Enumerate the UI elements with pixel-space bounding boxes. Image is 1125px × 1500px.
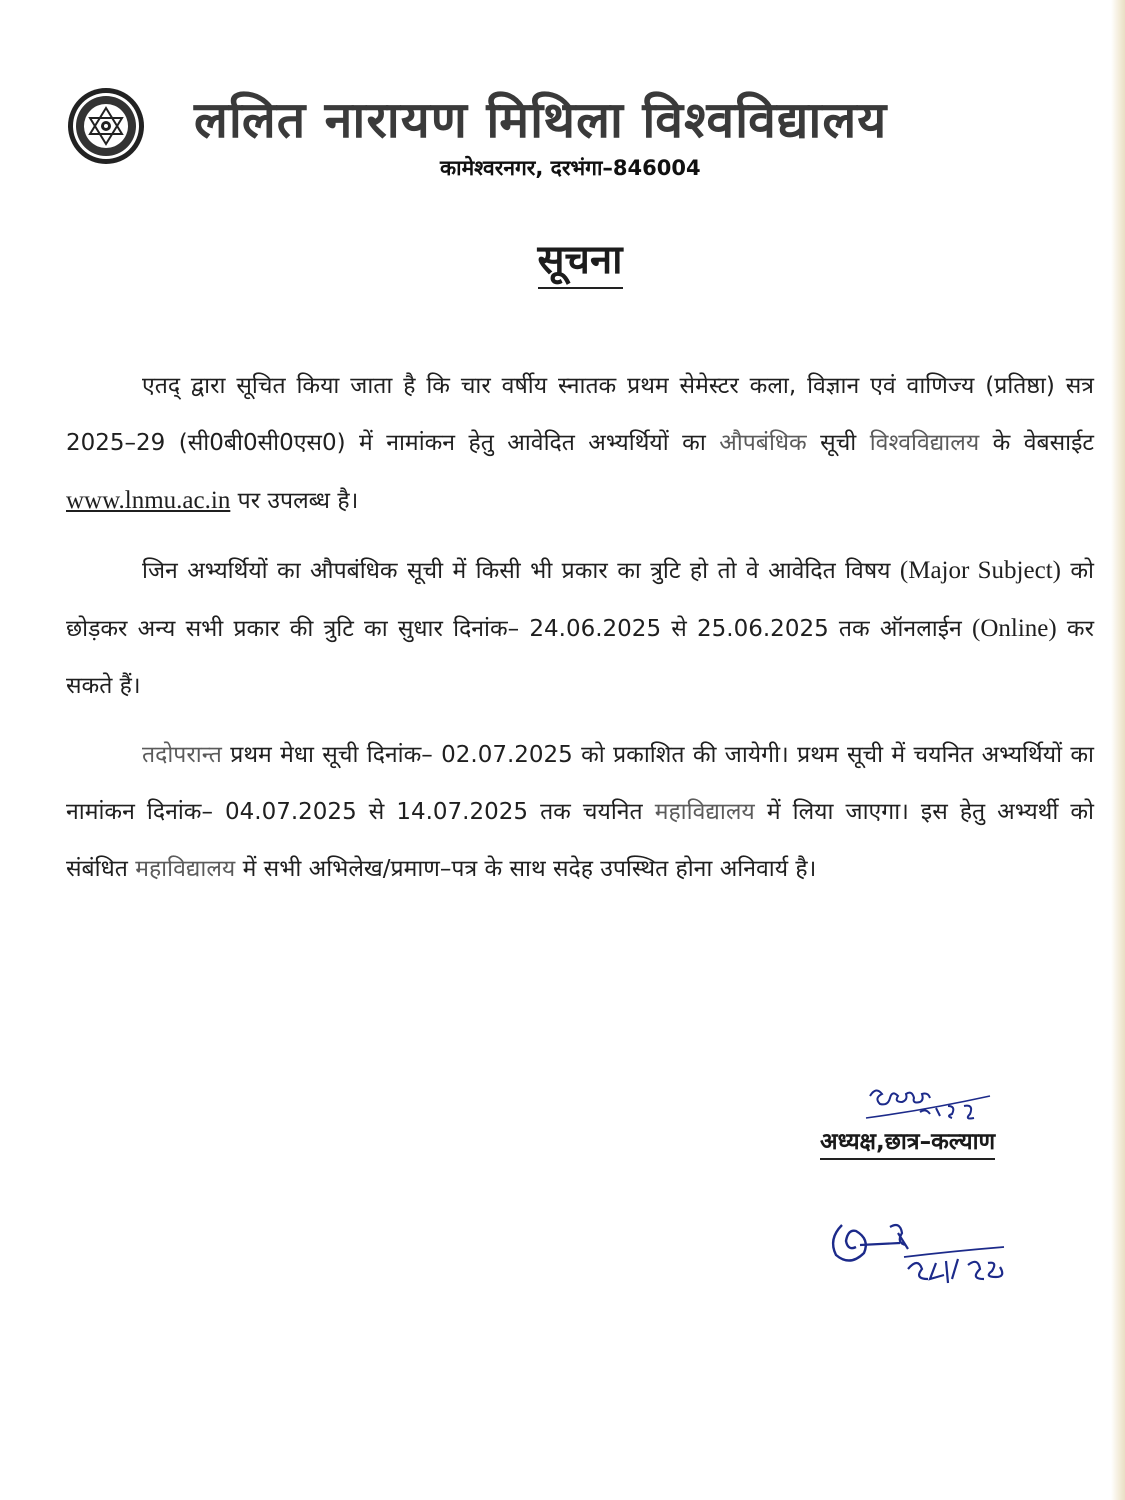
paper-edge-shadow	[1111, 0, 1125, 1500]
para1-text-2: औपबंधिक	[719, 430, 807, 456]
major-subject-label: (Major Subject)	[899, 557, 1061, 584]
para3-text-6: में सभी अभिलेख/प्रमाण–पत्र के साथ सदेह उपस्थित होना अनिवार्य है।	[235, 856, 817, 882]
para3-text-5: महाविद्यालय	[135, 856, 236, 882]
para3-text-3: महाविद्यालय	[654, 799, 755, 825]
para3-text-4: में लिया जाएगा। इस हेतु अभ्यर्थी को संबंधित	[66, 799, 1094, 882]
university-address: कामेश्वरनगर, दरभंगा–846004	[440, 156, 701, 180]
para2-text-3: कर सकते हैं।	[66, 616, 1094, 699]
notice-title-text: सूचना	[538, 237, 623, 289]
para1-text-4: विश्वविद्यालय	[869, 430, 980, 456]
para1-text-5: के वेबसाईट	[979, 430, 1095, 456]
online-label: (Online)	[972, 615, 1057, 642]
notice-title	[0, 230, 1125, 285]
letterhead	[62, 82, 1062, 192]
para3-text-1: तदोपरान्त	[142, 742, 222, 768]
university-name: ललित नारायण मिथिला विश्वविद्यालय	[194, 91, 888, 149]
handwritten-initial-signature	[840, 1082, 1000, 1128]
para1-text-6: पर उपलब्ध है।	[230, 488, 359, 514]
para1-text-1: एतद् द्वारा सूचित किया जाता है कि चार वर्षीय स्नातक प्रथम सेमेस्टर कला, विज्ञान एवं वाणिज्य (प्रतिष्ठा) सत्र 2025–29 (सी0बी0सी0एस0) में नामांकन हेतु आवेदित अभ्यर्थियों का	[66, 373, 1094, 456]
para1-text-3: सूची	[806, 430, 870, 456]
para2-text-2: को छोड़कर अन्य सभी प्रकार की त्रुटि का सुधार दिनांक– 24.06.2025 से 25.06.2025 तक ऑनलाईन	[66, 558, 1094, 642]
university-seal-icon	[66, 86, 146, 166]
paragraph-1	[66, 358, 1094, 530]
para3-text-2: प्रथम मेधा सूची दिनांक– 02.07.2025 को प्रकाशित की जायेगी। प्रथम सूची में चयनित अभ्यर्थियों का नामांकन दिनांक– 04.07.2025 से 14.07.2025 तक चयनित	[66, 742, 1094, 825]
signature-block	[820, 1082, 1090, 1172]
handwritten-signature-with-date	[820, 1205, 1060, 1315]
paragraph-3	[66, 727, 1094, 898]
notice-body	[66, 358, 1094, 910]
website-link[interactable]: www.lnmu.ac.in	[66, 487, 231, 514]
para2-text-1: जिन अभ्यर्थियों का औपबंधिक सूची में किसी भी प्रकार का त्रुटि हो तो वे आवेदित विषय	[142, 558, 900, 584]
signatory-designation: अध्यक्ष,छात्र–कल्याण	[820, 1124, 995, 1160]
paragraph-2	[66, 542, 1094, 715]
